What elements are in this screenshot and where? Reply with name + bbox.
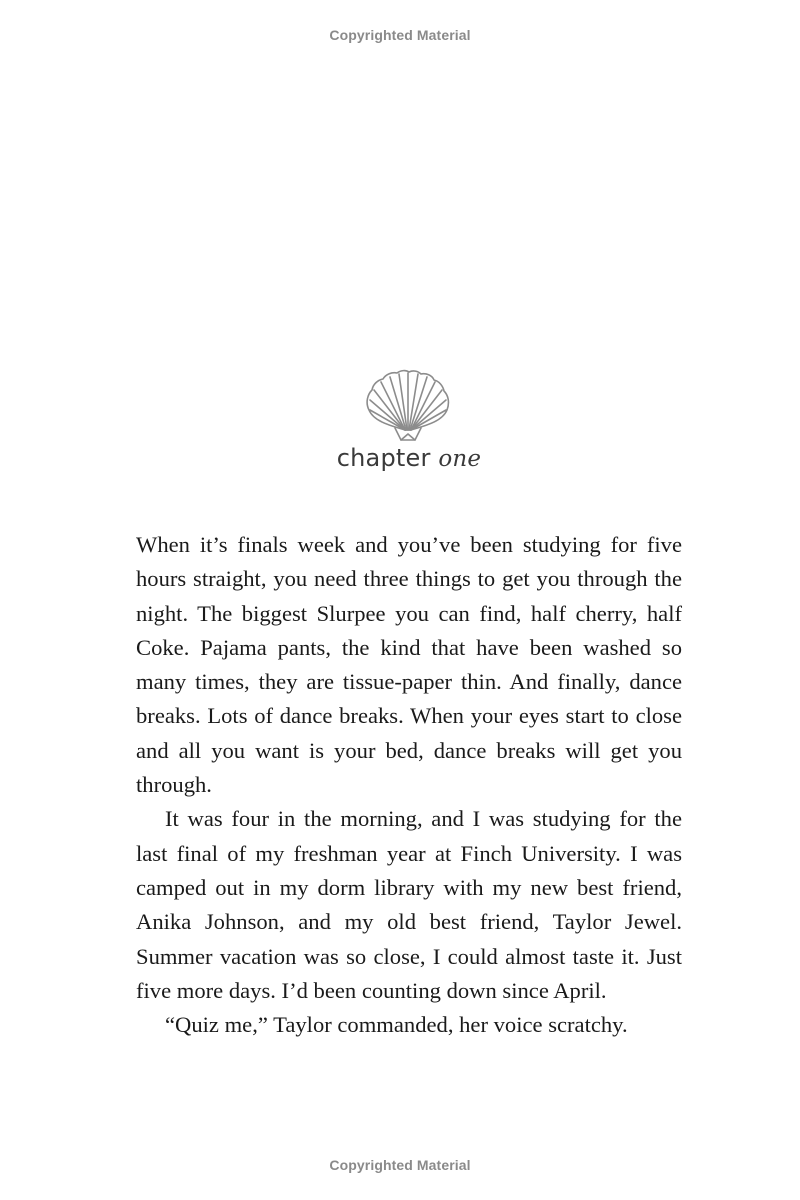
paragraph-1: When it’s finals week and you’ve been studying for five hours straight, you need three things to get you through the night. The biggest Slurpee you can find, half cherry, half Coke. Pajama pants, the kind that have been washed so many times, they are tissue-paper thin. And finally, dance breaks. Lots of dance breaks. When your eyes start to close and all you want is your bed, dance breaks will get you through. <box>136 532 682 798</box>
chapter-label-number: one <box>438 446 482 472</box>
copyright-watermark-top: Copyrighted Material <box>329 27 471 43</box>
chapter-heading <box>0 444 800 472</box>
chapter-body <box>136 528 682 1042</box>
scallop-shell-icon <box>362 368 454 444</box>
paragraph-3: “Quiz me,” Taylor commanded, her voice scratchy. <box>165 1012 628 1038</box>
paragraph-2: It was four in the morning, and I was studying for the last final of my freshman year at Finch University. I was camped out in my dorm library with my new best friend, Anika Johnson, and my old best friend, Taylor Jewel. Summer vacation was so close, I could almost taste it. Just five more days. I’d been counting down since April. <box>136 806 682 1003</box>
copyright-watermark-bottom: Copyrighted Material <box>329 1157 471 1173</box>
chapter-label-word: chapter <box>336 444 431 472</box>
